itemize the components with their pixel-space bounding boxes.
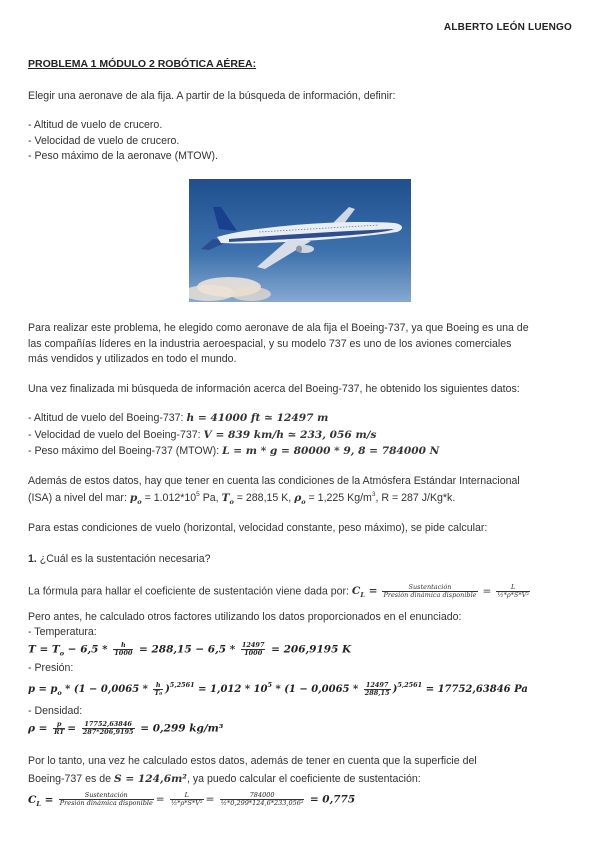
speed-value: V = 839 km/h ≃ 233, 056 m/s: [203, 429, 377, 441]
isa-rho0: = 1,225 Kg/m: [308, 492, 372, 504]
isa-p0: = 1.012*10: [144, 492, 197, 504]
pres-frac-num: h: [153, 682, 163, 690]
data-intro: Una vez finalizada mi búsqueda de información acerca del Boeing-737, he obtenido los siguientes datos:: [28, 383, 520, 395]
altitude-item: [28, 412, 328, 424]
frac-sustentacion: Sustentación: [382, 584, 477, 592]
pres-frac-den: T₀: [154, 689, 163, 697]
pres-eq-b: * (1 − 0,0065 *: [65, 684, 148, 695]
pres-frac2-num: 12497: [364, 682, 391, 690]
choice-line-1: Para realizar este problema, he elegido como aeronave de ala fija el Boeing-737, ya que Boeing es una de: [28, 322, 529, 334]
temp-eq-left: T = T: [28, 643, 60, 656]
question-number: 1.: [28, 553, 37, 565]
intro-text: Elegir una aeronave de ala fija. A partir de la búsqueda de información, definir:: [28, 90, 396, 102]
isa-line-2: (ISA) a nivel del mar: $p_o = 1.012*10^5$ Pa, $T_o = 288,15$ K, $\rho_o = 1,225$ $Kg/m^3$, R = 287 J/Kg*k.: [28, 491, 456, 506]
temp-frac2-den: 1000: [244, 649, 263, 657]
pres-label: - Presión:: [28, 662, 74, 674]
cl-frac-half: ½*ρ*S*V²: [170, 799, 203, 807]
dens-frac-den: RT: [54, 728, 65, 736]
final-line2-s: S = 124,6m²: [114, 773, 187, 785]
dens-eq-a: ρ =: [28, 722, 48, 735]
isa-intro: (ISA) a nivel del mar:: [28, 492, 127, 504]
pres-equation: $p = p_o * (1 - 0,0065$ * $\frac{h}{\text{T₀}}$ )$^{5,2561} = 1,012 * 10^5 * (1 - 0,0065$ * $\frac{12497}{288,15}$ )$^{5,2561}$ = 17752,63846 Pa: [28, 681, 528, 697]
pres-frac2-den: 288,15: [364, 689, 390, 697]
pres-exp-2: 5,2561: [397, 681, 423, 689]
final-line-1: Por lo tanto, una vez he calculado estos datos, además de tener en cuenta que la superficie del: [28, 755, 477, 767]
pres-eq-e: = 17752,63846 Pa: [425, 684, 528, 695]
altitude-label: - Altitud de vuelo del Boeing-737:: [28, 412, 184, 424]
weight-value: L = m * g = 80000 * 9, 8 = 784000 N: [222, 445, 440, 457]
author-name: ALBERTO LEÓN LUENGO: [443, 22, 572, 33]
final-line2-b: , ya puedo calcular el coeficiente de sustentación:: [186, 773, 421, 785]
final-line2-a: Boeing-737 es de: [28, 773, 112, 785]
temp-eq-mid: − 6,5 *: [64, 643, 108, 656]
choice-line-3: más vendidos y utilizados en todo el mundo.: [28, 353, 237, 365]
isa-t0: = 288,15 K,: [236, 492, 292, 504]
pres-eq-a: p = p: [28, 684, 58, 695]
isa-line-1: Además de estos datos, hay que tener en cuenta las condiciones de la Atmósfera Estándar Internacional: [28, 475, 520, 487]
temp-frac-num: h: [113, 642, 133, 650]
isa-p0-unit: Pa,: [202, 492, 219, 504]
frac-presion: Presión dinámica disponible: [383, 591, 477, 599]
conditions-text: Para estas condiciones de vuelo (horizontal, velocidad constante, peso máximo), se pide calcular:: [28, 522, 488, 534]
dens-eq-b: = 0,299 kg/m³: [140, 722, 224, 735]
pres-eq-c: = 1,012 * 10: [198, 684, 268, 695]
temp-equation: $T = T_o - 6,5$ * $\frac{h}{1000}$ = 288,15 − 6,5 * $\frac{12497}{1000}$ = 206,9195 K: [28, 641, 352, 658]
cl-frac-l: L: [170, 792, 204, 800]
dens-frac2-den: 287*206,9195: [82, 728, 134, 736]
question-1: [28, 553, 211, 565]
frac-half: ½*ρ*S*V²: [497, 591, 529, 599]
final-line-2: [28, 773, 421, 785]
weight-item: [28, 445, 439, 457]
bullet-weight: - Peso máximo de la aeronave (MTOW).: [28, 150, 218, 162]
dens-label: - Densidad:: [28, 705, 83, 717]
choice-line-2: las compañías líderes en la industria aeroespacial, y su modelo 737 es uno de los aviones comerciales: [28, 338, 512, 350]
altitude-value: h = 41000 ft ≃ 12497 m: [186, 412, 329, 424]
dens-frac2-num: 17752,63846: [82, 721, 135, 729]
speed-item: [28, 429, 377, 441]
temp-frac-den: 1000: [114, 649, 133, 657]
pres-exp5: 5: [267, 681, 272, 689]
cl-frac-pres: Presión dinámica disponible: [59, 799, 153, 807]
frac-l: L: [496, 584, 530, 592]
temp-frac2-num: 12497: [241, 641, 265, 649]
question-text: ¿Cuál es la sustentación necesaria?: [39, 553, 211, 565]
pres-eq-d: * (1 − 0,0065 *: [275, 684, 359, 695]
cl-frac3-num: 784000: [220, 792, 305, 800]
speed-label: - Velocidad de vuelo del Boeing-737:: [28, 429, 201, 441]
cl-equation: $C_L$ = $\frac{\text{Sustentación}}{\text{Presión dinámica disponible}}$ = $\frac{L}{\text{½*ρ*S*V²}}$ = $\frac{784000}{\text{½*0,299*124,6*233,056²}}$ = 0,775: [28, 791, 356, 808]
before-text: Pero antes, he calculado otros factores utilizando los datos proporcionados en el enunciado:: [28, 611, 462, 623]
bullet-altitude: - Altitud de vuelo de crucero.: [28, 119, 163, 131]
cl-frac3-den: ½*0,299*124,6*233,056²: [220, 799, 304, 807]
bullet-speed: - Velocidad de vuelo de crucero.: [28, 135, 180, 147]
pres-exp: 5,2561: [169, 681, 195, 689]
cl-result: = 0,775: [309, 793, 356, 806]
cl-frac-sust: Sustentación: [59, 792, 154, 800]
dens-frac-num: p: [53, 721, 65, 729]
temp-label: - Temperatura:: [28, 626, 97, 638]
temp-eq-right: = 206,9195 K: [271, 643, 352, 656]
weight-label: - Peso máximo del Boeing-737 (MTOW):: [28, 445, 220, 457]
dens-equation: ρ = $\frac{p}{RT}$ = $\frac{17752,63846}{287*206,9195}$ = 0,299 kg/m³: [28, 720, 224, 736]
cl-formula: La fórmula para hallar el coeficiente de sustentación viene dada por: $C_L$ = $\frac{\text{Sustentación}}{\text{Presión dinámica disponible}}$ = $\frac{L}{\text{½*ρ*S*V²}}$: [28, 583, 529, 600]
formula-intro: La fórmula para hallar el coeficiente de sustentación viene dada por:: [28, 585, 349, 598]
isa-rho0-exp: 3: [371, 491, 376, 498]
temp-eq-mid2: = 288,15 − 6,5 *: [139, 643, 236, 656]
boeing-737-photo: [189, 179, 411, 302]
isa-p0-exp: 5: [196, 491, 200, 498]
isa-r: , R = 287 J/Kg*k.: [375, 492, 456, 504]
problem-title: PROBLEMA 1 MÓDULO 2 ROBÓTICA AÉREA:: [28, 58, 257, 70]
